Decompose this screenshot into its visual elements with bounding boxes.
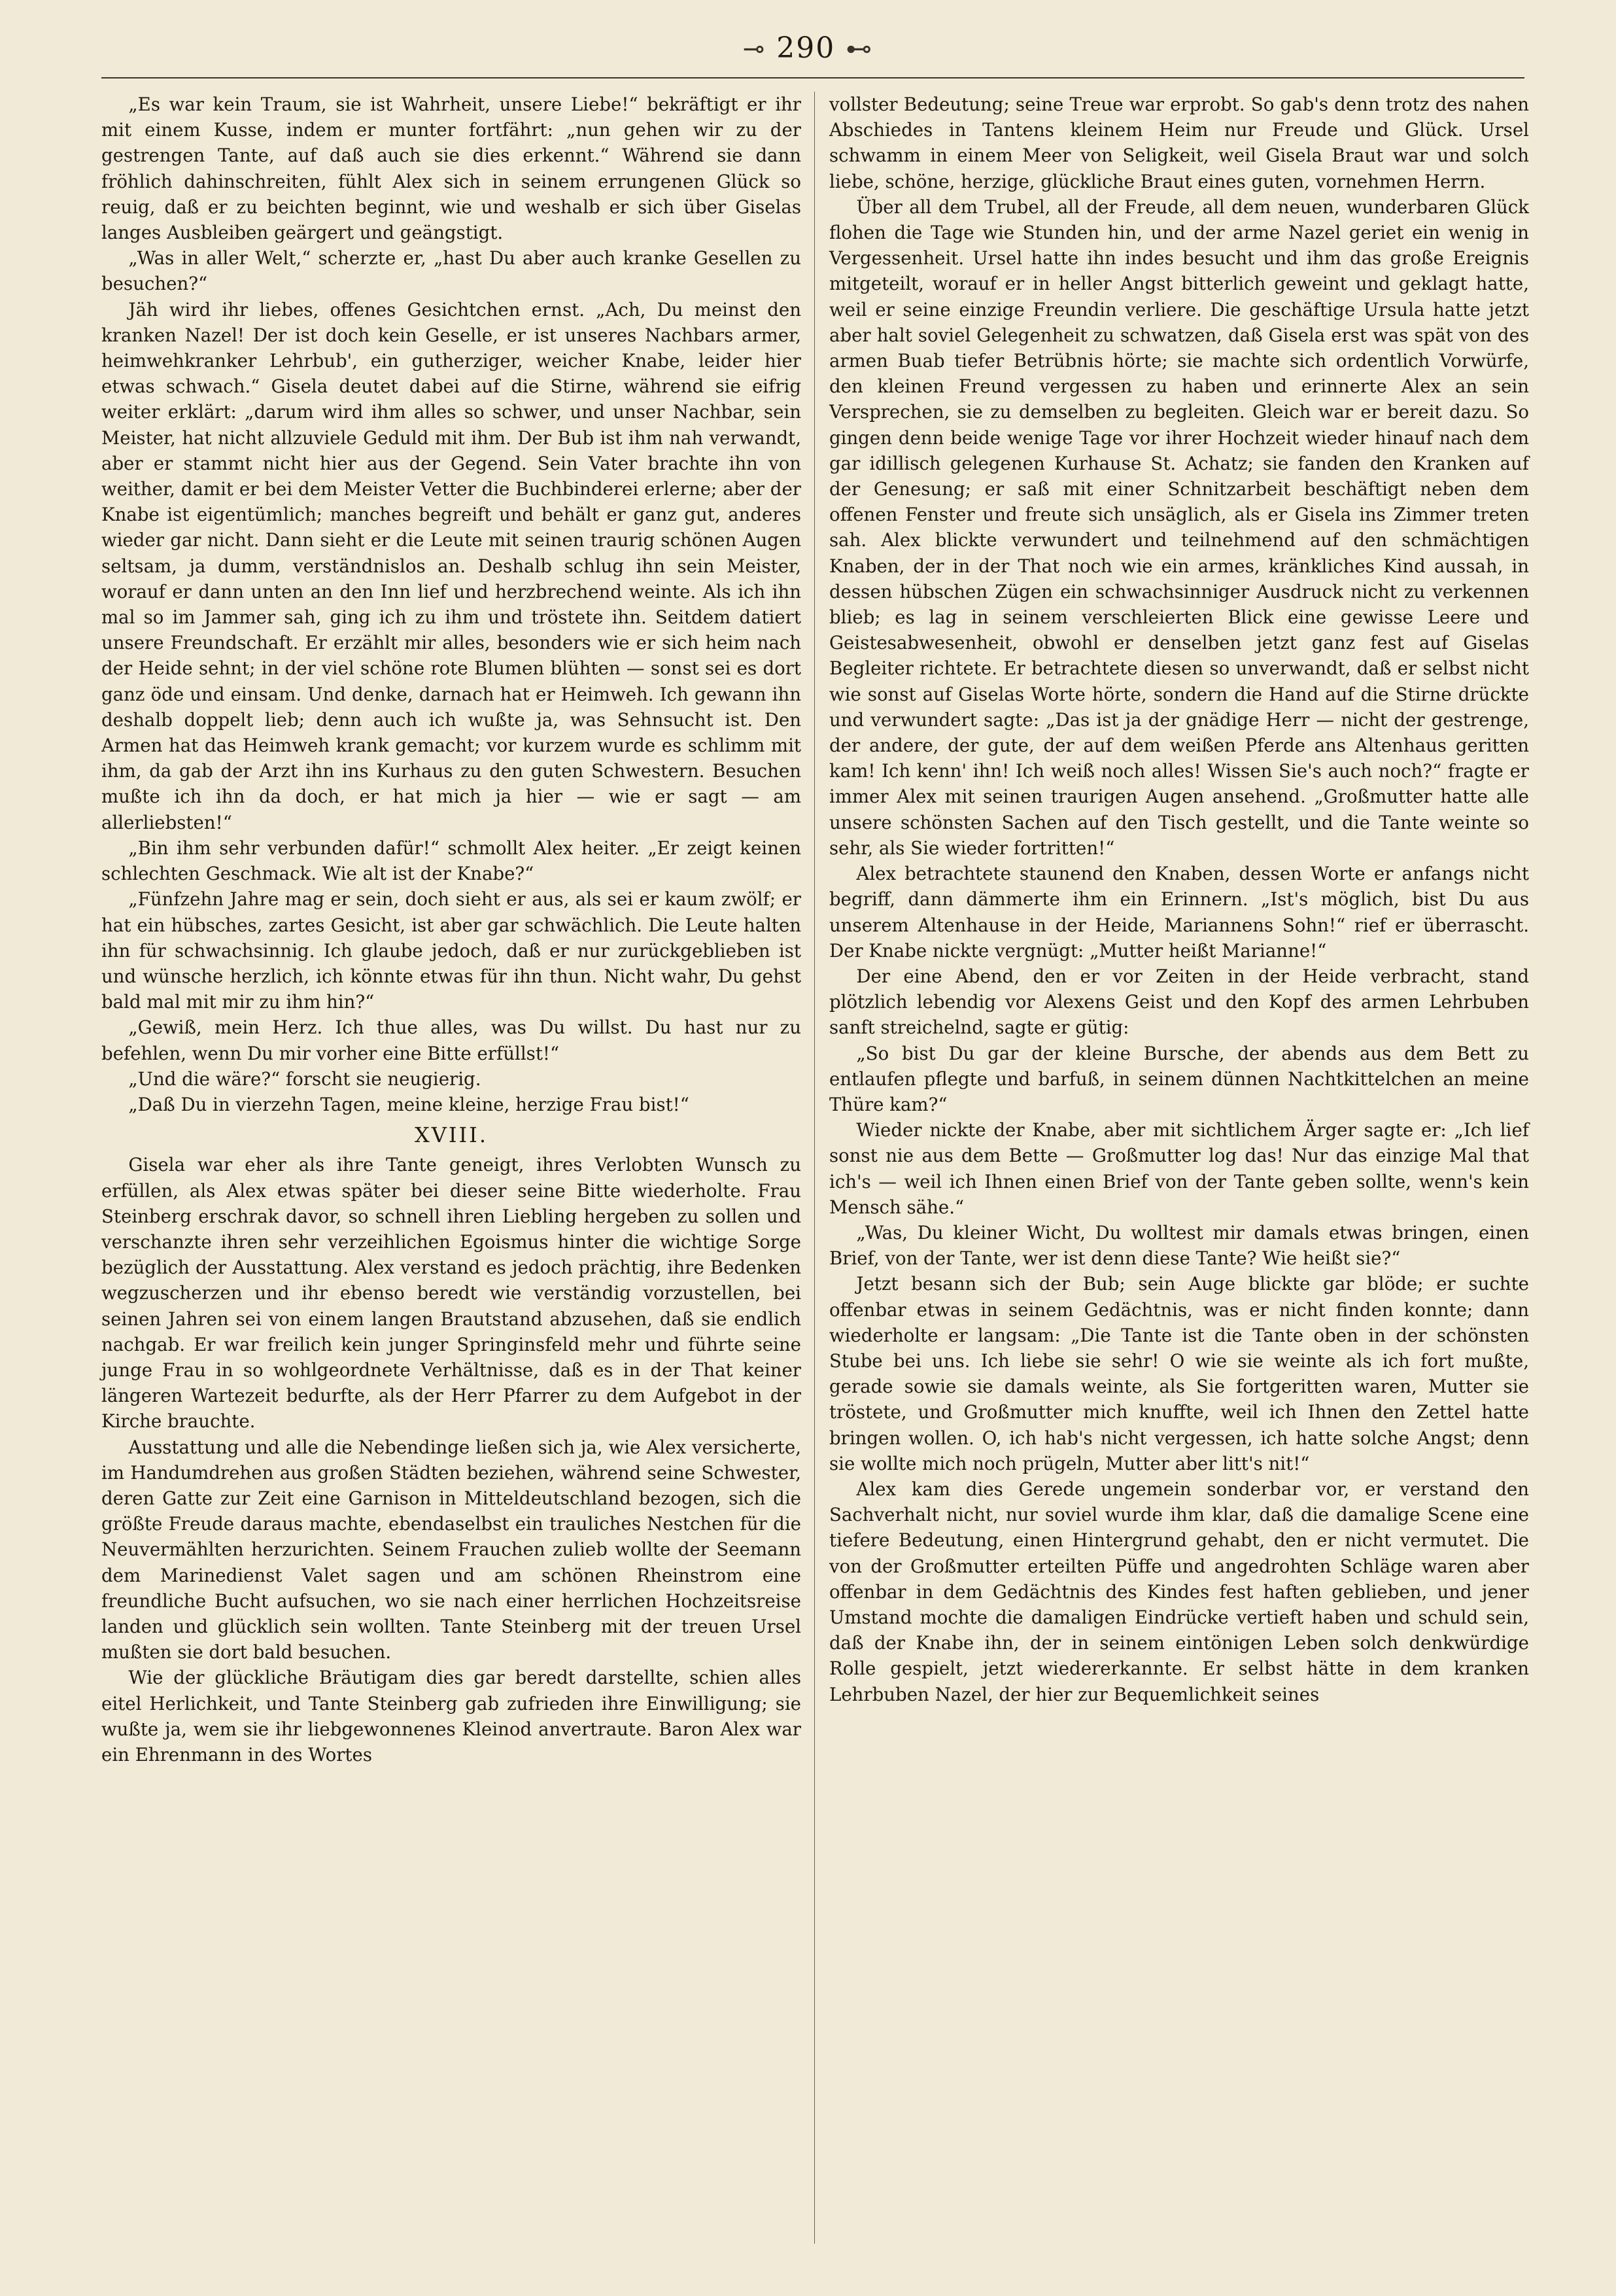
page-number: 290 [776, 31, 836, 65]
left-paragraph-5: „Fünfzehn Jahre mag er sein, doch sieht er aus, als sei er kaum zwölf; er hat ein hübsches, zartes Gesicht, ist aber gar schwächlich. Die Leute halten ihn für schwachsinnig. Ich glaube jedoch, daß er nur zurückgeblieben ist und wünsche herzlich, ich könnte etwas für ihn thun. Nicht wahr, Du gehst bald mal mit mir zu ihm hin?“ [101, 888, 801, 1013]
right-paragraph-3: Alex betrachtete staunend den Knaben, dessen Worte er anfangs nicht begriff, dann dämmerte ihm ein Erinnern. „Ist's möglich, bist Du aus unserem Altenhause in der Heide, Mariannens Sohn!“ rief er überrascht. Der Knabe nickte vergnügt: „Mutter heißt Marianne!“ [829, 863, 1529, 962]
right-paragraph-7: „Was, Du kleiner Wicht, Du wolltest mir damals etwas bringen, einen Brief, von der Tante, wer ist denn diese Tante? Wie heißt sie?“ [829, 1221, 1529, 1270]
right-paragraph-2: Über all dem Trubel, all der Freude, all dem neuen, wunderbaren Glück flohen die Tage wie Stunden hin, und der arme Nazel geriet ein wenig in Vergessenheit. Ursel hatte ihn indes besucht und ihm das große Ereignis mitgeteilt, worauf er in heller Angst bitterlich geweint und geklagt hatte, weil er seine einzige Freundin verliere. Die geschäftige Ursula hatte jetzt aber halt soviel Gelegenheit zu schwatzen, daß Gisela erst was spät von des armen Buab tiefer Betrübnis hörte; sie machte sich ordentlich Vorwürfe, den kleinen Freund vergessen zu haben und erinnerte Alex an sein Versprechen, sie zu demselben zu begleiten. Gleich war er bereit dazu. So gingen denn beide wenige Tage vor ihrer Hochzeit wieder hinauf nach dem gar idillisch gelegenen Kurhause St. Achatz; sie fanden den Kranken auf der Genesung; er saß mit einer Schnitzarbeit beschäftigt neben dem offenen Fenster und freute sich unsäglich, als er Gisela ins Zimmer treten sah. Alex blickte verwundert und teilnehmend auf den schmächtigen Knaben, der in der That noch wie ein armes, kränkliches Kind aussah, in dessen hübschen Zügen ein schwachsinniger Ausdruck nicht zu verkennen blieb; es lag in seinem verschleierten Blick eine gewisse Leere und Geistesabwesenheit, obwohl er denselben jetzt ganz fest auf Giselas Begleiter richtete. Er betrachtete diesen so unverwandt, daß er selbst nicht wie sonst auf Giselas Worte hörte, sondern die Hand auf die Stirne drückte und verwundert sagte: „Das ist ja der gnädige Herr — nicht der gestrenge, der andere, der gute, der auf dem weißen Pferde ans Altenhaus geritten kam! Ich kenn' ihn! Ich weiß noch alles! Wissen Sie's auch noch?“ fragte er immer Alex mit seinen traurigen Augen ansehend. „Großmutter hatte alle unsere schönsten Sachen auf den Tisch gestellt, und die Tante weinte so sehr, als Sie wieder fortritten!“ [829, 196, 1529, 859]
left-paragraph-2: „Was in aller Welt,“ scherzte er, „hast Du aber auch kranke Gesellen zu besuchen?“ [101, 247, 801, 295]
header-rule [101, 77, 1524, 78]
ornament-left: ⊸ [742, 34, 766, 64]
right-paragraph-5: „So bist Du gar der kleine Bursche, der abends aus dem Bett zu entlaufen pflegte und barfuß, in seinem dünnen Nachtkittelchen an meine Thüre kam?“ [829, 1042, 1529, 1115]
ornament-right: ⊷ [846, 34, 874, 64]
left-paragraph-9: Gisela war eher als ihre Tante geneigt, ihres Verlobten Wunsch zu erfüllen, als Alex etwas später bei dieser seine Bitte wiederholte. Frau Steinberg erschrak davor, so schnell ihren Liebling hergeben zu sollen und verschanzte ihren sehr verzeihlichen Egoismus hinter die wichtige Sorge bezüglich der Ausstattung. Alex verstand es jedoch prächtig, ihre Bedenken wegzuscherzen und ihr ebenso beredt wie verständig vorzustellen, bei seinen Jahren sei von einem langen Brautstand abzusehen, daß sie endlich nachgab. Er war freilich kein junger Springinsfeld mehr und führte seine junge Frau in so wohlgeordnete Verhältnisse, daß es in der That keiner längeren Wartezeit bedurfte, als der Herr Pfarrer zu dem Aufgebot in der Kirche brauchte. [101, 1154, 801, 1433]
right-column [829, 92, 1529, 1707]
left-paragraph-4: „Bin ihm sehr verbunden dafür!“ schmollt Alex heiter. „Er zeigt keinen schlechten Geschmack. Wie alt ist der Knabe?“ [101, 837, 801, 885]
right-paragraph-1: vollster Bedeutung; seine Treue war erprobt. So gab's denn trotz des nahen Abschiedes in Tantens kleinem Heim nur Freude und Glück. Ursel schwamm in einem Meer von Seligkeit, weil Gisela Braut war und solch liebe, schöne, herzige, glückliche Braut eines guten, vornehmen Herrn. [829, 94, 1529, 192]
left-paragraph-6: „Gewiß, mein Herz. Ich thue alles, was Du willst. Du hast nur zu befehlen, wenn Du mir vorher eine Bitte erfüllst!“ [101, 1017, 801, 1064]
page-header [0, 31, 1616, 65]
left-paragraph-7: „Und die wäre?“ forscht sie neugierig. [128, 1068, 481, 1090]
left-paragraph-1: „Es war kein Traum, sie ist Wahrheit, unsere Liebe!“ bekräftigt er ihr mit einem Kusse, indem er munter fortfährt: „nun gehen wir zu der gestrengen Tante, auf daß auch sie dies erkennt.“ Während sie dann fröhlich dahinschreiten, fühlt Alex sich in seinem errungenen Glück so reuig, daß er zu beichten beginnt, wie und weshalb er sich über Giselas langes Ausbleiben geärgert und geängstigt. [101, 94, 801, 244]
right-paragraph-9: Alex kam dies Gerede ungemein sonderbar vor, er verstand den Sachverhalt nicht, nur soviel wurde ihm klar, daß die damalige Scene eine tiefere Bedeutung, einen Hintergrund gehabt, den er nicht vermutet. Die von der Großmutter erteilten Püffe und angedrohten Schläge waren aber offenbar in dem Gedächtnis des Kindes fest haften geblieben, und jener Umstand mochte die damaligen Eindrücke vertieft haben und schuld sein, daß der Knabe ihn, der in seinem eintönigen Leben solch denkwürdige Rolle gespielt, jetzt wiedererkannte. Er selbst hätte in dem kranken Lehrbuben Nazel, der hier zur Bequemlichkeit seines [829, 1478, 1529, 1705]
left-paragraph-11: Wie der glückliche Bräutigam dies gar beredt darstellte, schien alles eitel Herlichkeit, und Tante Steinberg gab zufrieden ihre Einwilligung; sie wußte ja, wem sie ihr liebgewonnenes Kleinod anvertraute. Baron Alex war ein Ehrenmann in des Wortes [101, 1667, 801, 1765]
left-paragraph-8: „Daß Du in vierzehn Tagen, meine kleine, herzige Frau bist!“ [128, 1093, 689, 1115]
section-title: XVIII. [415, 1122, 488, 1148]
left-column [101, 92, 801, 1767]
left-paragraph-10: Ausstattung und alle die Nebendinge ließen sich ja, wie Alex versicherte, im Handumdrehen aus großen Städten beziehen, während seine Schwester, deren Gatte zur Zeit eine Garnison in Mitteldeutschland bezogen, sich die größte Freude daraus machte, ebendaselbst ein trauliches Nestchen für die Neuvermählten herzurichten. Seinem Frauchen zulieb wollte der Seemann dem Marinedienst Valet sagen und am schönen Rheinstrom eine freundliche Bucht aufsuchen, wo sie nach einer herrlichen Hochzeitsreise landen und glücklich sein wollten. Tante Steinberg mit der treuen Ursel mußten sie dort bald besuchen. [101, 1436, 801, 1663]
right-paragraph-8: Jetzt besann sich der Bub; sein Auge blickte gar blöde; er suchte offenbar etwas in seinem Gedächtnis, was er nicht finden konnte; dann wiederholte er langsam: „Die Tante ist die Tante oben in der schönsten Stube bei uns. Ich liebe sie sehr! O wie sie weinte als ich fort mußte, gerade sowie sie damals weinte, als Sie fortgeritten waren, Mutter sie tröstete, und Großmutter mich knuffte, weil ich Ihnen den Zettel hatte bringen wollen. O, ich hab's nicht vergessen, ich hatte solche Angst; denn sie wollte mich noch prügeln, Mutter aber litt's nit!“ [829, 1273, 1529, 1474]
right-paragraph-6: Wieder nickte der Knabe, aber mit sichtlichem Ärger sagte er: „Ich lief sonst nie aus dem Bette — Großmutter log das! Nur das einzige Mal that ich's — weil ich Ihnen einen Brief von der Tante geben sollte, wenn's kein Mensch sähe.“ [829, 1119, 1529, 1218]
right-paragraph-4: Der eine Abend, den er vor Zeiten in der Heide verbracht, stand plötzlich lebendig vor Alexens Geist und den Kopf des armen Lehrbuben sanft streichelnd, sagte er gütig: [829, 965, 1529, 1039]
column-divider [814, 92, 815, 2244]
left-paragraph-3: Jäh wird ihr liebes, offenes Gesichtchen ernst. „Ach, Du meinst den kranken Nazel! Der ist doch kein Geselle, er ist unseres Nachbars armer, heimwehkranker Lehrbub', ein gutherziger, weicher Knabe, leider hier etwas schwach.“ Gisela deutet dabei auf die Stirne, während sie eifrig weiter erklärt: „darum wird ihm alles so schwer, und unser Nachbar, sein Meister, hat nicht allzuviele Geduld mit ihm. Der Bub ist ihm nah verwandt, aber er stammt nicht hier aus der Gegend. Sein Vater brachte ihn von weither, damit er bei dem Meister Vetter die Buchbinderei erlerne; aber der Knabe ist eigentümlich; manches begreift und behält er ganz gut, anderes wieder gar nicht. Dann sieht er die Leute mit seinen traurig schönen Augen seltsam, ja dumm, verständnislos an. Deshalb schlug ihn sein Meister, worauf er dann unten an den Inn lief und herzbrechend weinte. Als ich ihn mal so im Jammer sah, ging ich zu ihm und tröstete ihn. Seitdem datiert unsere Freundschaft. Er erzählt mir alles, besonders wie er sich heim nach der Heide sehnt; in der viel schöne rote Blumen blühten — sonst sei es dort ganz öde und einsam. Und denke, darnach hat er Heimweh. Ich gewann ihn deshalb doppelt lieb; denn auch ich wußte ja, was Sehnsucht ist. Den Armen hat das Heimweh krank gemacht; vor kurzem wurde es schlimm mit ihm, da gab der Arzt ihn ins Kurhaus zu den guten Schwestern. Besuchen mußte ich ihn da doch, er hat mich ja hier — wie er sagt — am allerliebsten!“ [101, 298, 801, 833]
